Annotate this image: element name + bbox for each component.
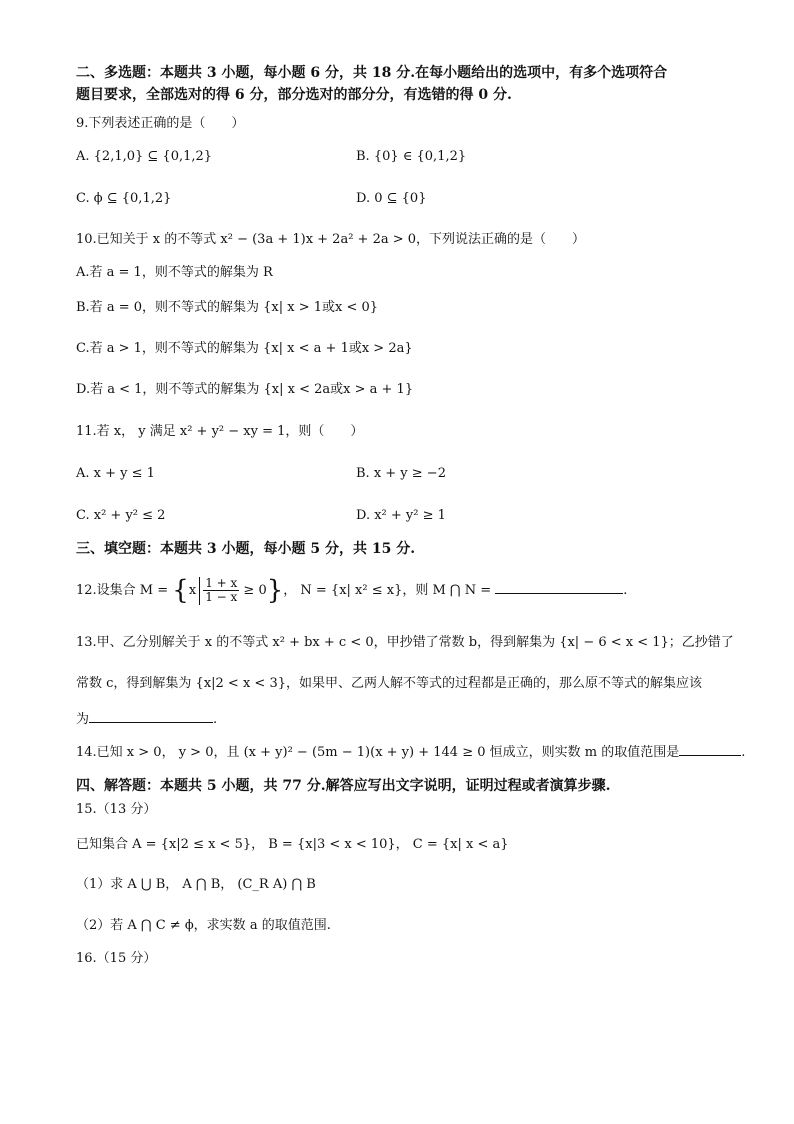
question-11-option-d: D. x² + y² ≥ 1 <box>356 508 446 523</box>
section-heading-line: 题目要求，全部选对的得 6 分，部分选对的部分分，有选错的得 0 分. <box>76 87 512 103</box>
answer-blank[interactable] <box>89 710 213 723</box>
question-11-option-b: B. x + y ≥ −2 <box>356 466 446 481</box>
question-13-prefix: 为 <box>76 712 90 727</box>
question-11-stem: 11.若 x， y 满足 x² + y² − xy = 1，则（ ） <box>76 424 364 439</box>
question-9-stem: 9.下列表述正确的是（ ） <box>76 116 245 131</box>
question-9-option-d: D. 0 ⊆ {0} <box>356 191 427 206</box>
question-16-score: 16.（15 分） <box>76 951 157 966</box>
question-12 <box>76 574 627 608</box>
section-heading-fill-in: 三、填空题：本题共 3 小题，每小题 5 分，共 15 分. <box>76 541 416 557</box>
question-10-option-b: B.若 a = 0，则不等式的解集为 {x| x > 1或x < 0} <box>76 300 379 315</box>
question-15-part-2: （2）若 A ⋂ C ≠ ϕ，求实数 a 的取值范围. <box>76 918 331 933</box>
question-14-end: . <box>741 745 746 760</box>
question-12-suffix: ， N = {x| x² ≤ x}，则 M ⋂ N = <box>283 583 492 598</box>
question-11-option-a: A. x + y ≤ 1 <box>76 466 155 481</box>
fraction-numerator: 1 + x <box>205 576 238 590</box>
question-14-text: 14.已知 x > 0， y > 0，且 (x + y)² − (5m − 1)(x + y) + 144 ≥ 0 恒成立，则实数 m 的取值范围是 <box>76 745 680 760</box>
question-9-option-a: A. {2,1,0} ⊆ {0,1,2} <box>76 149 213 164</box>
question-13-line-1: 13.甲、乙分别解关于 x 的不等式 x² + bx + c < 0，甲抄错了常数 b，得到解集为 {x| − 6 < x < 1}；乙抄错了 <box>76 635 734 650</box>
left-brace: { <box>172 575 189 606</box>
fraction <box>203 577 239 604</box>
question-10-option-d: D.若 a < 1，则不等式的解集为 {x| x < 2a或x > a + 1} <box>76 382 414 397</box>
answer-blank[interactable] <box>679 743 741 756</box>
question-15-score: 15.（13 分） <box>76 802 157 817</box>
fraction-denominator: 1 − x <box>205 590 238 604</box>
question-13-line-3 <box>76 710 217 729</box>
question-9-option-b: B. {0} ∈ {0,1,2} <box>356 149 467 164</box>
section-heading-multiple-choice <box>76 62 726 106</box>
question-15-stem: 已知集合 A = {x|2 ≤ x < 5}， B = {x|3 < x < 10}， C = {x| x < a} <box>76 837 509 852</box>
question-12-prefix: 12.设集合 M = <box>76 583 169 598</box>
set-divider <box>199 577 200 605</box>
question-12-end: . <box>623 583 628 598</box>
section-heading-line: 二、多选题：本题共 3 小题，每小题 6 分，共 18 分.在每小题给出的选项中，有多个选项符合 <box>76 65 668 81</box>
question-14 <box>76 743 745 762</box>
fraction-condition: ≥ 0 <box>243 583 267 598</box>
question-10-option-c: C.若 a > 1，则不等式的解集为 {x| x < a + 1或x > 2a} <box>76 341 413 356</box>
question-13-line-2: 常数 c，得到解集为 {x|2 < x < 3}，如果甲、乙两人解不等式的过程都是正确的，那么原不等式的解集应该 <box>76 676 702 691</box>
question-10-option-a: A.若 a = 1，则不等式的解集为 R <box>76 265 273 280</box>
question-9-option-c: C. ϕ ⊆ {0,1,2} <box>76 191 172 206</box>
set-variable: x <box>188 583 197 598</box>
right-brace: } <box>266 575 284 606</box>
question-15-part-1: （1）求 A ⋃ B， A ⋂ B， (C_R A) ⋂ B <box>76 877 316 892</box>
question-13-end: . <box>213 712 218 727</box>
question-10-stem: 10.已知关于 x 的不等式 x² − (3a + 1)x + 2a² + 2a > 0，下列说法正确的是（ ） <box>76 232 586 247</box>
section-heading-free-response: 四、解答题：本题共 5 小题，共 77 分.解答应写出文字说明，证明过程或者演算步骤. <box>76 778 611 794</box>
answer-blank[interactable] <box>495 581 623 594</box>
question-11-option-c: C. x² + y² ≤ 2 <box>76 508 166 523</box>
